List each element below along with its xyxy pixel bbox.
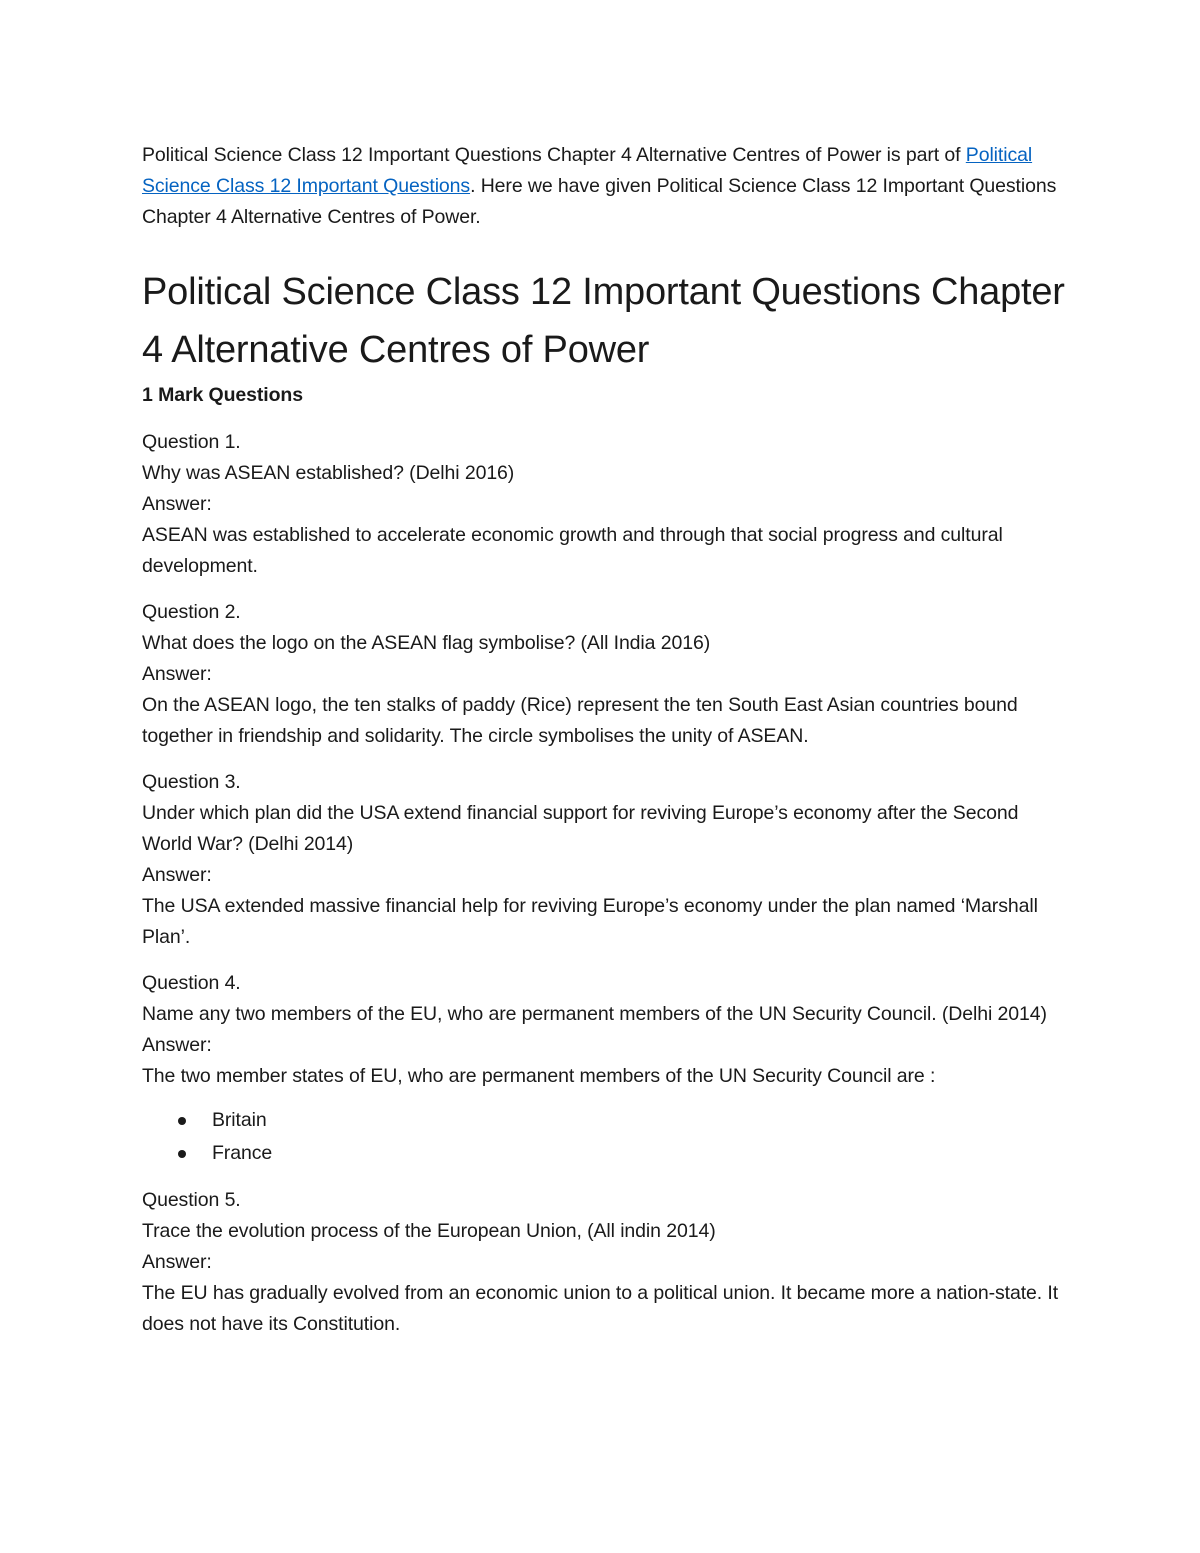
question-label: Question 1.: [142, 431, 241, 453]
list-item: [142, 1137, 1072, 1170]
question-text: Trace the evolution process of the European Union, (All indin 2014): [142, 1220, 716, 1242]
question-label: Question 4.: [142, 972, 241, 994]
question-block-1: [142, 427, 1072, 582]
question-text: Why was ASEAN established? (Delhi 2016): [142, 462, 515, 484]
document-page: [142, 140, 1072, 1355]
list-item: [142, 1104, 1072, 1137]
answer-label: Answer:: [142, 1034, 212, 1056]
answer-text: The two member states of EU, who are permanent members of the UN Security Council are :: [142, 1065, 936, 1087]
answer-bullet-list: [142, 1104, 1072, 1170]
question-label: Question 2.: [142, 601, 241, 623]
answer-label: Answer:: [142, 1251, 212, 1273]
question-label: Question 5.: [142, 1189, 241, 1211]
question-text: Under which plan did the USA extend financial support for reviving Europe’s economy after the Second World War? (Delhi 2014): [142, 802, 1019, 855]
question-block-5: [142, 1185, 1072, 1340]
question-block-4: [142, 968, 1072, 1170]
page-title: Political Science Class 12 Important Questions Chapter 4 Alternative Centres of Power: [142, 271, 1065, 371]
bullet-dot-icon: [178, 1150, 186, 1158]
answer-label: Answer:: [142, 663, 212, 685]
answer-text: ASEAN was established to accelerate economic growth and through that social progress and cultural development.: [142, 524, 1003, 577]
question-text: Name any two members of the EU, who are permanent members of the UN Security Council. (Delhi 2014): [142, 1003, 1047, 1025]
answer-text: The EU has gradually evolved from an economic union to a political union. It became more a nation-state. It does not have its Constitution.: [142, 1282, 1059, 1335]
answer-text: The USA extended massive financial help for reviving Europe’s economy under the plan named ‘Marshall Plan’.: [142, 895, 1038, 948]
answer-label: Answer:: [142, 493, 212, 515]
intro-paragraph: [142, 140, 1072, 233]
question-text: What does the logo on the ASEAN flag symbolise? (All India 2016): [142, 632, 711, 654]
important-questions-link[interactable]: Political Science Class 12 Important Questions: [142, 144, 1033, 197]
question-label: Question 3.: [142, 771, 241, 793]
intro-text-before: Political Science Class 12 Important Questions Chapter 4 Alternative Centres of Power is part of: [142, 144, 966, 166]
answer-label: Answer:: [142, 864, 212, 886]
answer-text: On the ASEAN logo, the ten stalks of paddy (Rice) represent the ten South East Asian countries bound together in friendship and solidarity. The circle symbolises the unity of ASEAN.: [142, 694, 1018, 747]
section-title: 1 Mark Questions: [142, 384, 303, 406]
list-item-text: Britain: [212, 1109, 267, 1131]
question-block-3: [142, 767, 1072, 953]
bullet-dot-icon: [178, 1117, 186, 1125]
intro-text-after: . Here we have given Political Science Class 12 Important Questions Chapter 4 Alternative Centres of Power.: [142, 175, 1057, 228]
list-item-text: France: [212, 1142, 273, 1164]
question-block-2: [142, 597, 1072, 752]
